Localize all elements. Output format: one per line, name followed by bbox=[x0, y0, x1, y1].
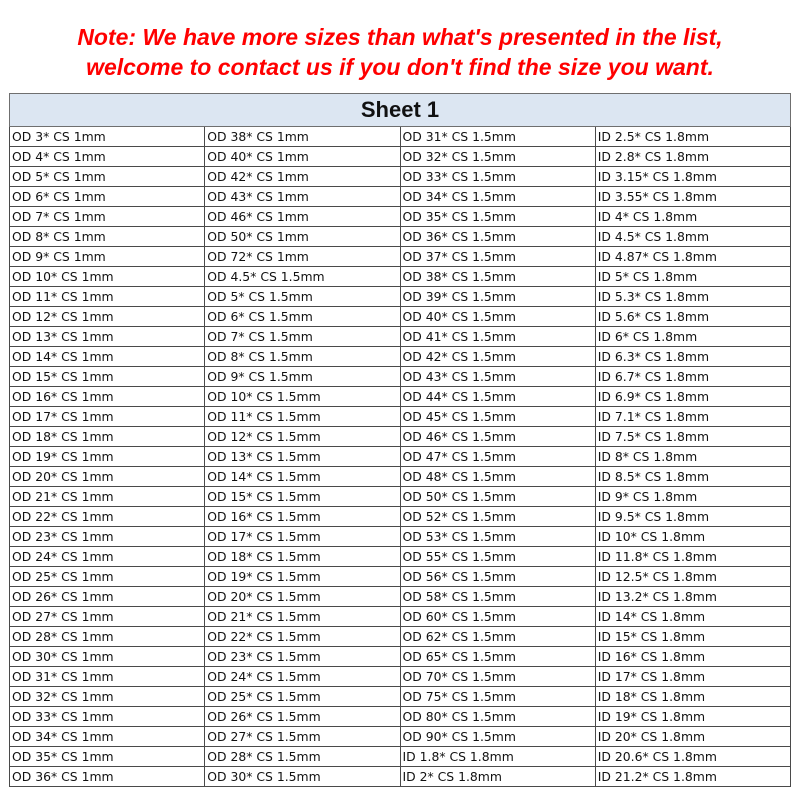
table-row bbox=[10, 607, 791, 627]
size-cell: OD 33* CS 1mm bbox=[10, 707, 205, 727]
size-cell: OD 80* CS 1.5mm bbox=[400, 707, 595, 727]
size-cell: ID 11.8* CS 1.8mm bbox=[595, 547, 790, 567]
size-cell: OD 10* CS 1.5mm bbox=[205, 387, 400, 407]
size-cell: OD 32* CS 1.5mm bbox=[400, 147, 595, 167]
size-cell: OD 5* CS 1.5mm bbox=[205, 287, 400, 307]
size-cell: OD 19* CS 1mm bbox=[10, 447, 205, 467]
size-cell: ID 1.8* CS 1.8mm bbox=[400, 747, 595, 767]
size-cell: OD 4.5* CS 1.5mm bbox=[205, 267, 400, 287]
size-cell: OD 47* CS 1.5mm bbox=[400, 447, 595, 467]
table-row bbox=[10, 167, 791, 187]
size-cell: OD 50* CS 1.5mm bbox=[400, 487, 595, 507]
size-cell: OD 13* CS 1.5mm bbox=[205, 447, 400, 467]
size-cell: ID 7.1* CS 1.8mm bbox=[595, 407, 790, 427]
size-cell: OD 33* CS 1.5mm bbox=[400, 167, 595, 187]
size-cell: OD 31* CS 1mm bbox=[10, 667, 205, 687]
size-cell: OD 8* CS 1mm bbox=[10, 227, 205, 247]
size-cell: OD 38* CS 1mm bbox=[205, 127, 400, 147]
size-cell: ID 2.5* CS 1.8mm bbox=[595, 127, 790, 147]
table-row bbox=[10, 227, 791, 247]
size-cell: OD 5* CS 1mm bbox=[10, 167, 205, 187]
size-cell: OD 23* CS 1.5mm bbox=[205, 647, 400, 667]
size-cell: OD 46* CS 1.5mm bbox=[400, 427, 595, 447]
table-row bbox=[10, 587, 791, 607]
size-cell: OD 46* CS 1mm bbox=[205, 207, 400, 227]
table-row bbox=[10, 647, 791, 667]
size-cell: OD 16* CS 1.5mm bbox=[205, 507, 400, 527]
size-cell: OD 36* CS 1.5mm bbox=[400, 227, 595, 247]
size-cell: OD 17* CS 1mm bbox=[10, 407, 205, 427]
size-cell: OD 40* CS 1.5mm bbox=[400, 307, 595, 327]
size-cell: OD 35* CS 1.5mm bbox=[400, 207, 595, 227]
table-row bbox=[10, 327, 791, 347]
size-cell: OD 22* CS 1mm bbox=[10, 507, 205, 527]
table-row bbox=[10, 147, 791, 167]
size-cell: OD 14* CS 1mm bbox=[10, 347, 205, 367]
table-row bbox=[10, 547, 791, 567]
size-cell: OD 21* CS 1.5mm bbox=[205, 607, 400, 627]
table-row bbox=[10, 687, 791, 707]
table-row bbox=[10, 447, 791, 467]
size-cell: OD 70* CS 1.5mm bbox=[400, 667, 595, 687]
size-cell: OD 60* CS 1.5mm bbox=[400, 607, 595, 627]
size-cell: OD 27* CS 1mm bbox=[10, 607, 205, 627]
table-row bbox=[10, 247, 791, 267]
table-row bbox=[10, 487, 791, 507]
size-cell: OD 28* CS 1.5mm bbox=[205, 747, 400, 767]
size-cell: OD 50* CS 1mm bbox=[205, 227, 400, 247]
size-cell: OD 14* CS 1.5mm bbox=[205, 467, 400, 487]
size-cell: OD 7* CS 1.5mm bbox=[205, 327, 400, 347]
size-cell: ID 20* CS 1.8mm bbox=[595, 727, 790, 747]
size-cell: OD 26* CS 1.5mm bbox=[205, 707, 400, 727]
size-cell: OD 23* CS 1mm bbox=[10, 527, 205, 547]
table-row bbox=[10, 667, 791, 687]
table-row bbox=[10, 127, 791, 147]
contact-note bbox=[0, 22, 800, 82]
size-cell: OD 22* CS 1.5mm bbox=[205, 627, 400, 647]
size-cell: OD 48* CS 1.5mm bbox=[400, 467, 595, 487]
table-row bbox=[10, 207, 791, 227]
size-cell: ID 7.5* CS 1.8mm bbox=[595, 427, 790, 447]
size-cell: ID 5* CS 1.8mm bbox=[595, 267, 790, 287]
size-cell: OD 43* CS 1.5mm bbox=[400, 367, 595, 387]
size-cell: OD 24* CS 1mm bbox=[10, 547, 205, 567]
size-cell: OD 25* CS 1mm bbox=[10, 567, 205, 587]
size-cell: OD 75* CS 1.5mm bbox=[400, 687, 595, 707]
table-row bbox=[10, 187, 791, 207]
size-cell: OD 42* CS 1mm bbox=[205, 167, 400, 187]
size-cell: OD 36* CS 1mm bbox=[10, 767, 205, 787]
size-cell: OD 24* CS 1.5mm bbox=[205, 667, 400, 687]
size-cell: OD 20* CS 1mm bbox=[10, 467, 205, 487]
size-cell: ID 13.2* CS 1.8mm bbox=[595, 587, 790, 607]
size-cell: OD 58* CS 1.5mm bbox=[400, 587, 595, 607]
size-cell: OD 26* CS 1mm bbox=[10, 587, 205, 607]
table-row bbox=[10, 367, 791, 387]
size-cell: ID 3.55* CS 1.8mm bbox=[595, 187, 790, 207]
size-cell: ID 6.9* CS 1.8mm bbox=[595, 387, 790, 407]
size-cell: ID 4.87* CS 1.8mm bbox=[595, 247, 790, 267]
size-cell: OD 13* CS 1mm bbox=[10, 327, 205, 347]
size-cell: ID 16* CS 1.8mm bbox=[595, 647, 790, 667]
size-cell: OD 9* CS 1mm bbox=[10, 247, 205, 267]
table-row bbox=[10, 467, 791, 487]
size-cell: OD 9* CS 1.5mm bbox=[205, 367, 400, 387]
size-cell: OD 30* CS 1.5mm bbox=[205, 767, 400, 787]
table-row bbox=[10, 567, 791, 587]
size-cell: OD 45* CS 1.5mm bbox=[400, 407, 595, 427]
size-cell: OD 28* CS 1mm bbox=[10, 627, 205, 647]
size-cell: OD 20* CS 1.5mm bbox=[205, 587, 400, 607]
size-cell: OD 72* CS 1mm bbox=[205, 247, 400, 267]
table-row bbox=[10, 627, 791, 647]
size-cell: ID 8.5* CS 1.8mm bbox=[595, 467, 790, 487]
table-row bbox=[10, 427, 791, 447]
size-cell: ID 3.15* CS 1.8mm bbox=[595, 167, 790, 187]
size-cell: OD 8* CS 1.5mm bbox=[205, 347, 400, 367]
size-cell: OD 90* CS 1.5mm bbox=[400, 727, 595, 747]
table-row bbox=[10, 527, 791, 547]
size-cell: ID 9* CS 1.8mm bbox=[595, 487, 790, 507]
size-cell: ID 5.3* CS 1.8mm bbox=[595, 287, 790, 307]
size-cell: OD 11* CS 1.5mm bbox=[205, 407, 400, 427]
table-row bbox=[10, 287, 791, 307]
size-cell: OD 16* CS 1mm bbox=[10, 387, 205, 407]
size-cell: OD 6* CS 1mm bbox=[10, 187, 205, 207]
size-cell: OD 37* CS 1.5mm bbox=[400, 247, 595, 267]
size-cell: OD 7* CS 1mm bbox=[10, 207, 205, 227]
size-cell: OD 41* CS 1.5mm bbox=[400, 327, 595, 347]
size-cell: ID 6* CS 1.8mm bbox=[595, 327, 790, 347]
size-cell: OD 38* CS 1.5mm bbox=[400, 267, 595, 287]
size-cell: ID 2.8* CS 1.8mm bbox=[595, 147, 790, 167]
size-cell: OD 62* CS 1.5mm bbox=[400, 627, 595, 647]
table-row bbox=[10, 387, 791, 407]
size-table-body bbox=[10, 127, 791, 787]
table-row bbox=[10, 507, 791, 527]
size-cell: ID 10* CS 1.8mm bbox=[595, 527, 790, 547]
size-cell: ID 8* CS 1.8mm bbox=[595, 447, 790, 467]
note-line-2: welcome to contact us if you don't find the size you want. bbox=[86, 54, 714, 80]
size-table bbox=[9, 93, 791, 787]
table-row bbox=[10, 707, 791, 727]
table-row bbox=[10, 347, 791, 367]
size-cell: ID 12.5* CS 1.8mm bbox=[595, 567, 790, 587]
size-cell: OD 18* CS 1mm bbox=[10, 427, 205, 447]
size-cell: OD 43* CS 1mm bbox=[205, 187, 400, 207]
size-cell: OD 53* CS 1.5mm bbox=[400, 527, 595, 547]
table-row bbox=[10, 727, 791, 747]
size-cell: ID 6.3* CS 1.8mm bbox=[595, 347, 790, 367]
size-cell: OD 12* CS 1.5mm bbox=[205, 427, 400, 447]
size-cell: ID 9.5* CS 1.8mm bbox=[595, 507, 790, 527]
size-cell: OD 55* CS 1.5mm bbox=[400, 547, 595, 567]
size-cell: OD 27* CS 1.5mm bbox=[205, 727, 400, 747]
size-cell: OD 32* CS 1mm bbox=[10, 687, 205, 707]
size-cell: ID 6.7* CS 1.8mm bbox=[595, 367, 790, 387]
size-cell: OD 15* CS 1.5mm bbox=[205, 487, 400, 507]
sheet-title: Sheet 1 bbox=[10, 94, 791, 127]
sheet-header-row bbox=[10, 94, 791, 127]
size-cell: OD 52* CS 1.5mm bbox=[400, 507, 595, 527]
size-cell: ID 4* CS 1.8mm bbox=[595, 207, 790, 227]
size-cell: OD 19* CS 1.5mm bbox=[205, 567, 400, 587]
size-cell: ID 15* CS 1.8mm bbox=[595, 627, 790, 647]
size-cell: OD 15* CS 1mm bbox=[10, 367, 205, 387]
size-cell: OD 56* CS 1.5mm bbox=[400, 567, 595, 587]
size-cell: ID 5.6* CS 1.8mm bbox=[595, 307, 790, 327]
table-row bbox=[10, 407, 791, 427]
size-cell: OD 65* CS 1.5mm bbox=[400, 647, 595, 667]
table-row bbox=[10, 747, 791, 767]
size-cell: ID 17* CS 1.8mm bbox=[595, 667, 790, 687]
size-cell: OD 31* CS 1.5mm bbox=[400, 127, 595, 147]
size-cell: ID 4.5* CS 1.8mm bbox=[595, 227, 790, 247]
size-cell: ID 18* CS 1.8mm bbox=[595, 687, 790, 707]
size-cell: ID 14* CS 1.8mm bbox=[595, 607, 790, 627]
size-cell: OD 4* CS 1mm bbox=[10, 147, 205, 167]
size-cell: ID 19* CS 1.8mm bbox=[595, 707, 790, 727]
size-cell: OD 11* CS 1mm bbox=[10, 287, 205, 307]
size-cell: OD 35* CS 1mm bbox=[10, 747, 205, 767]
size-cell: ID 20.6* CS 1.8mm bbox=[595, 747, 790, 767]
size-cell: OD 40* CS 1mm bbox=[205, 147, 400, 167]
size-cell: OD 17* CS 1.5mm bbox=[205, 527, 400, 547]
size-cell: OD 39* CS 1.5mm bbox=[400, 287, 595, 307]
size-cell: ID 2* CS 1.8mm bbox=[400, 767, 595, 787]
size-cell: OD 34* CS 1mm bbox=[10, 727, 205, 747]
table-row bbox=[10, 267, 791, 287]
size-cell: OD 10* CS 1mm bbox=[10, 267, 205, 287]
size-cell: OD 3* CS 1mm bbox=[10, 127, 205, 147]
size-cell: OD 18* CS 1.5mm bbox=[205, 547, 400, 567]
note-line-1: Note: We have more sizes than what's presented in the list, bbox=[77, 24, 723, 50]
size-cell: OD 25* CS 1.5mm bbox=[205, 687, 400, 707]
size-cell: OD 6* CS 1.5mm bbox=[205, 307, 400, 327]
size-cell: OD 21* CS 1mm bbox=[10, 487, 205, 507]
size-cell: OD 30* CS 1mm bbox=[10, 647, 205, 667]
size-cell: OD 44* CS 1.5mm bbox=[400, 387, 595, 407]
size-cell: OD 12* CS 1mm bbox=[10, 307, 205, 327]
size-cell: OD 34* CS 1.5mm bbox=[400, 187, 595, 207]
size-cell: ID 21.2* CS 1.8mm bbox=[595, 767, 790, 787]
table-row bbox=[10, 767, 791, 787]
table-row bbox=[10, 307, 791, 327]
size-cell: OD 42* CS 1.5mm bbox=[400, 347, 595, 367]
